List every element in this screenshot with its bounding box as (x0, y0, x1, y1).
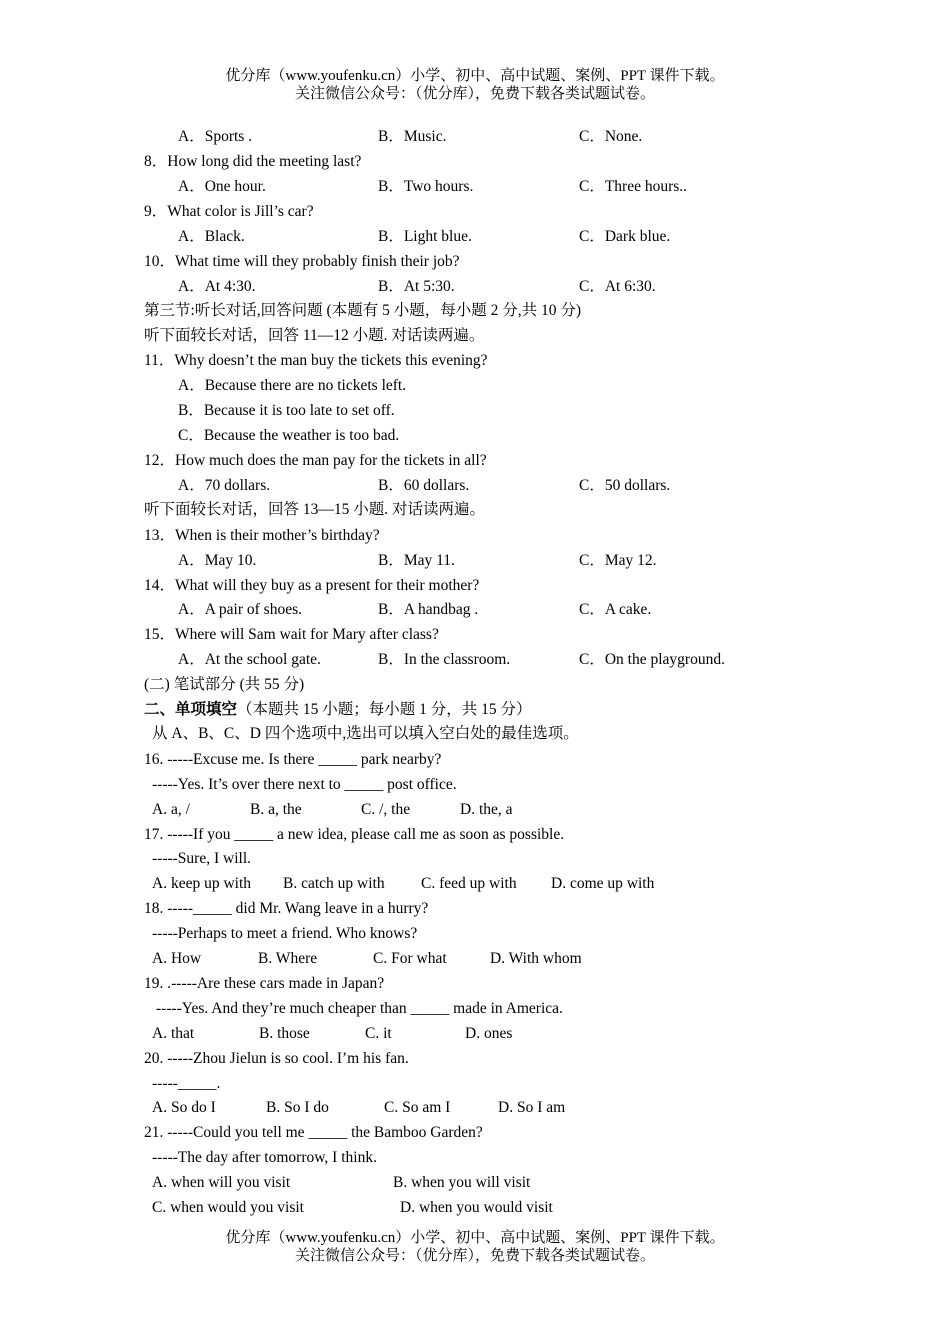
q20-option-d: D. So I am (498, 1099, 566, 1116)
q11-stem: 11．Why doesn’t the man buy the tickets this evening? (144, 352, 488, 369)
q12-option-c: C．50 dollars. (579, 477, 671, 494)
q18-option-b: B. Where (258, 950, 318, 967)
q20-line-1: 20. -----Zhou Jielun is so cool. I’m his fan. (144, 1050, 409, 1067)
q12-stem: 12．How much does the man pay for the tickets in all? (144, 452, 487, 469)
q20-line-2: -----_____. (152, 1075, 221, 1092)
q13-option-c: C．May 12. (579, 552, 657, 569)
q13-option-a: A．May 10. (178, 552, 257, 569)
page-footer (0, 1229, 950, 1265)
q18-option-a: A. How (152, 950, 202, 967)
q21-option-c: C. when would you visit (152, 1199, 304, 1216)
q9-option-b: B．Light blue. (378, 228, 472, 245)
q16-line-1: 16. -----Excuse me. Is there _____ park nearby? (144, 751, 442, 768)
q12-option-b: B．60 dollars. (378, 477, 470, 494)
part2-title: (二) 笔试部分 (共 55 分) (144, 676, 305, 693)
q9-option-c: C．Dark blue. (579, 228, 671, 245)
q10-stem: 10．What time will they probably finish their job? (144, 253, 460, 270)
q19-option-c: C. it (365, 1025, 392, 1042)
header-line-1: 优分库（www.youfenku.cn）小学、初中、高中试题、案例、PPT 课件下载。 (225, 68, 725, 84)
q10-option-c: C．At 6:30. (579, 278, 656, 295)
section3-title: 第三节:听长对话,回答问题 (本题有 5 小题，每小题 2 分,共 10 分) (144, 302, 582, 319)
section-heading-bold: 二、单项填空 (144, 701, 238, 718)
q17-line-1: 17. -----If you _____ a new idea, please call me as soon as possible. (144, 826, 565, 843)
q8-option-b: B．Two hours. (378, 178, 474, 195)
q17-line-2: -----Sure, I will. (152, 850, 251, 867)
q18-option-d: D. With whom (490, 950, 582, 967)
header-line-2: 关注微信公众号：（优分库），免费下载各类试题试卷。 (294, 86, 655, 102)
q19-option-d: D. ones (465, 1025, 513, 1042)
q15-stem: 15．Where will Sam wait for Mary after class? (144, 626, 439, 643)
q16-option-b: B. a, the (250, 801, 302, 818)
q9-stem: 9．What color is Jill’s car? (144, 203, 314, 220)
q14-option-c: C．A cake. (579, 601, 652, 618)
part2-section-heading (144, 700, 532, 720)
q8-option-a: A．One hour. (178, 178, 266, 195)
q19-line-1: 19. .-----Are these cars made in Japan? (144, 975, 385, 992)
q10-option-a: A．At 4:30. (178, 278, 256, 295)
q15-option-b: B．In the classroom. (378, 651, 511, 668)
q17-option-d: D. come up with (551, 875, 655, 892)
q21-option-b: B. when you will visit (393, 1174, 531, 1191)
q21-line-2: -----The day after tomorrow, I think. (152, 1149, 377, 1166)
q14-option-b: B．A handbag . (378, 601, 479, 618)
section3-instruction-2: 听下面较长对话，回答 13—15 小题. 对话读两遍。 (144, 501, 486, 518)
q18-line-2: -----Perhaps to meet a friend. Who knows? (152, 925, 418, 942)
q13-option-b: B．May 11. (378, 552, 455, 569)
q16-line-2: -----Yes. It’s over there next to _____ post office. (152, 776, 457, 793)
section3-instruction-1: 听下面较长对话，回答 11—12 小题. 对话读两遍。 (144, 327, 485, 344)
footer-line-2: 关注微信公众号：（优分库），免费下载各类试题试卷。 (294, 1248, 655, 1264)
q14-option-a: A．A pair of shoes. (178, 601, 302, 618)
footer-line-1: 优分库（www.youfenku.cn）小学、初中、高中试题、案例、PPT 课件下载。 (225, 1230, 725, 1246)
q16-option-d: D. the, a (460, 801, 513, 818)
q17-option-a: A. keep up with (152, 875, 252, 892)
q17-option-b: B. catch up with (283, 875, 385, 892)
q19-line-2: -----Yes. And they’re much cheaper than _____ made in America. (156, 1000, 563, 1017)
q8-stem: 8．How long did the meeting last? (144, 153, 362, 170)
q9-option-a: A．Black. (178, 228, 245, 245)
q8-option-c: C．Three hours.. (579, 178, 688, 195)
q20-option-a: A. So do I (152, 1099, 216, 1116)
q11-option-b: B．Because it is too late to set off. (178, 402, 395, 419)
q15-option-a: A．At the school gate. (178, 651, 321, 668)
q15-option-c: C．On the playground. (579, 651, 725, 668)
q14-stem: 14．What will they buy as a present for their mother? (144, 577, 480, 594)
q18-option-c: C. For what (373, 950, 447, 967)
q11-option-a: A．Because there are no tickets left. (178, 377, 407, 394)
q21-option-a: A. when will you visit (152, 1174, 291, 1191)
q20-option-c: C. So am I (384, 1099, 451, 1116)
q19-option-b: B. those (259, 1025, 310, 1042)
q7-option-b: B．Music. (378, 128, 447, 145)
q13-stem: 13．When is their mother’s birthday? (144, 527, 380, 544)
q11-option-c: C．Because the weather is too bad. (178, 427, 400, 444)
q17-option-c: C. feed up with (421, 875, 517, 892)
q18-line-1: 18. -----_____ did Mr. Wang leave in a hurry? (144, 900, 429, 917)
q20-option-b: B. So I do (266, 1099, 329, 1116)
q21-line-1: 21. -----Could you tell me _____ the Bamboo Garden? (144, 1124, 483, 1141)
q7-option-c: C．None. (579, 128, 643, 145)
part2-instruction: 从 A、B、C、D 四个选项中,选出可以填入空白处的最佳选项。 (152, 725, 579, 742)
q16-option-c: C. /, the (361, 801, 411, 818)
q12-option-a: A．70 dollars. (178, 477, 271, 494)
q21-option-d: D. when you would visit (400, 1199, 553, 1216)
page-header (0, 67, 950, 103)
q16-option-a: A. a, / (152, 801, 190, 818)
q19-option-a: A. that (152, 1025, 195, 1042)
q10-option-b: B．At 5:30. (378, 278, 455, 295)
section-heading-rest: （本题共 15 小题；每小题 1 分，共 15 分） (237, 701, 532, 718)
q7-option-a: A．Sports . (178, 128, 253, 145)
